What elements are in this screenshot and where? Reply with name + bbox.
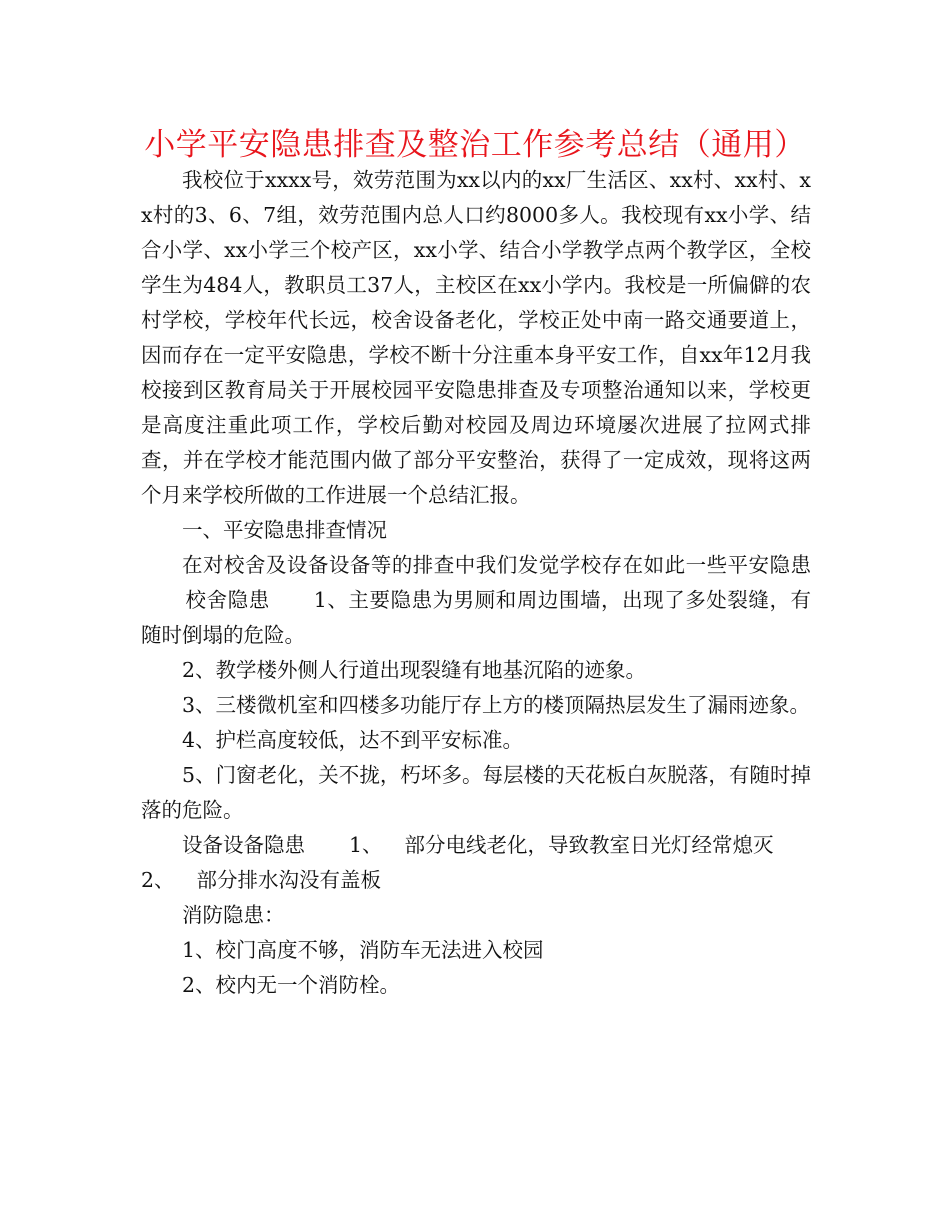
list-item: 2、教学楼外侧人行道出现裂缝有地基沉陷的迹象。 [182, 658, 647, 682]
document-title: 小学平安隐患排查及整治工作参考总结（通用） [144, 127, 806, 163]
list-item: 3、三楼微机室和四楼多功能厅存上方的楼顶隔热层发生了漏雨迹象。 [182, 693, 811, 717]
inspection-cont-a: 隐患 [769, 553, 811, 577]
list-item: 4、护栏高度较低，达不到平安标准。 [182, 728, 524, 752]
fire-item: 1、校门高度不够，消防车无法进入校园 [182, 938, 544, 962]
intro-paragraph: 我校位于xxxx号，效劳范围为xx以内的xx厂生活区、xx村、xx村、xx村的3、6、7组，效劳范围内总人口约8000多人。我校现有xx小学、结合小学、xx小学三个校产区，xx小学、结合小学教学点两个教学区，全校学生为484人，教职员工37人，主校区在xx小学内。我校是一所偏僻的农村学校，学校年代长远，校舍设备老化，学校正处中南一路交通要道上，因而存在一定平安隐患，学校不断十分注重本身平安工作，自xx年12月我校接到区教育局关于开展校园平安隐患排查及专项整治通知以来，学校更是高度注重此项工作，学校后勤对校园及周边环境屡次进展了拉网式排查，并在学校才能范围内做了部分平安整治，获得了一定成效，现将这两个月来学校所做的工作进展一个总结汇报。 [141, 168, 811, 507]
drain-line [141, 863, 811, 898]
fire-heading: 消防隐患： [182, 903, 285, 927]
document-body [141, 163, 811, 1003]
drain-number: 2、 [141, 868, 175, 892]
equipment-line [141, 828, 811, 863]
equipment-heading: 设备设备隐患 [182, 833, 305, 857]
inspection-cont-c: 1、主要隐患为男厕和周边围墙，出现了多处裂缝，有随时倒塌的危险。 [141, 588, 812, 647]
drain-text: 部分排水沟没有盖板 [196, 868, 382, 892]
list-item: 5、门窗老化，关不拢，朽坏多。每层楼的天花板白灰脱落，有随时掉落的危险。 [141, 763, 811, 822]
equipment-number: 1、 [349, 833, 383, 857]
inspection-paragraph [141, 548, 811, 653]
equipment-text: 部分电线老化，导致教室日光灯经常熄灭 [404, 833, 774, 857]
inspection-lead: 在对校舍及设备设备等的排查中我们发觉学校存在如此一些平安 [182, 553, 770, 577]
inspection-cont-b: 校舍隐患 [185, 588, 270, 612]
fire-item: 2、校内无一个消防栓。 [182, 973, 401, 997]
section-heading: 一、平安隐患排查情况 [182, 518, 387, 542]
